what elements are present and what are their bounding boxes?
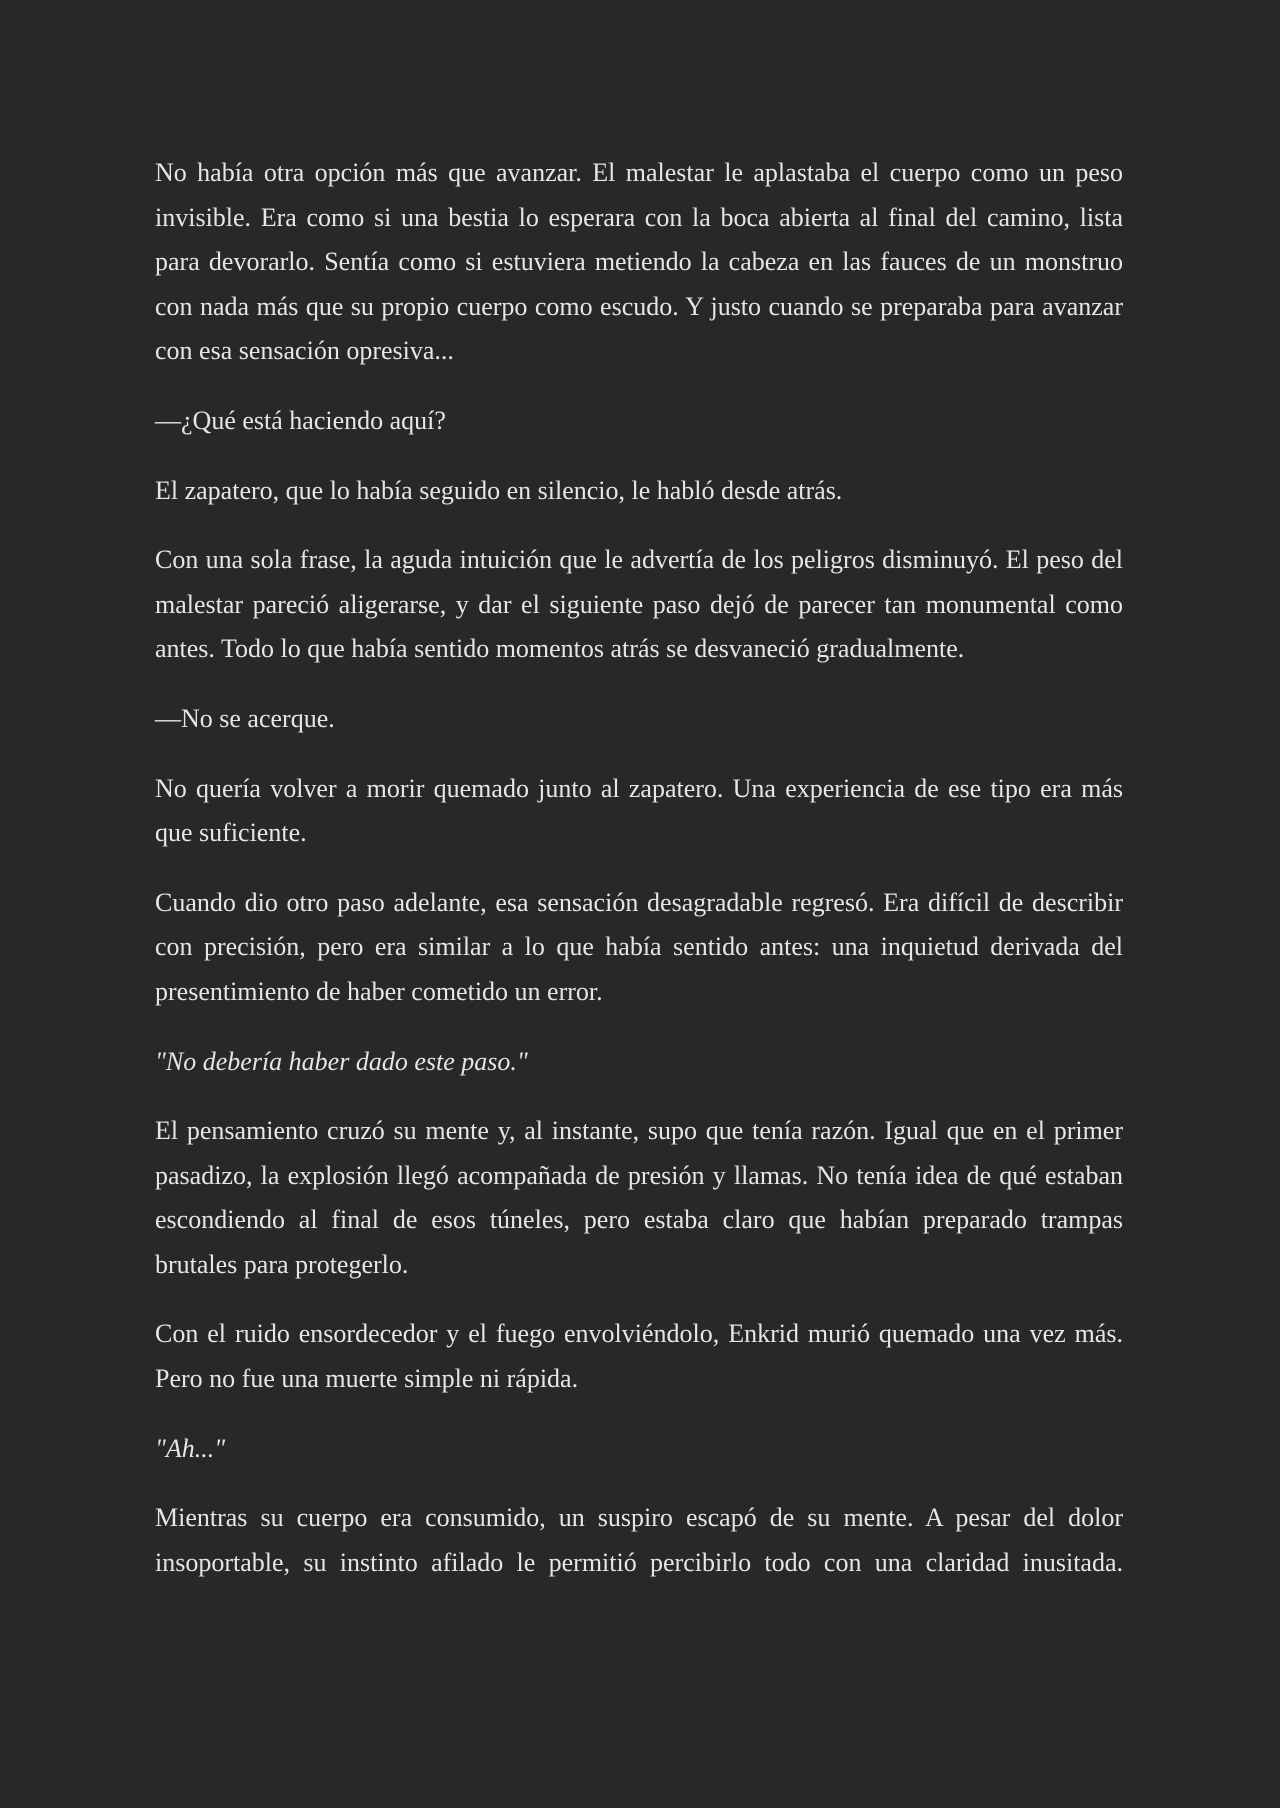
- paragraph-5-dialogue: —No se acerque.: [155, 703, 335, 733]
- paragraph-8-thought: "No debería haber dado este paso.": [155, 1046, 528, 1076]
- chapter-text: [155, 151, 1123, 1585]
- paragraph-1: No había otra opción más que avanzar. El malestar le aplastaba el cuerpo como un peso invisible. Era como si una bestia lo esperara con la boca abierta al final del camino, lista para devorarlo. Sentía como si estuviera metiendo la cabeza en las fauces de un monstruo con nada más que su propio cuerpo como escudo. Y justo cuando se preparaba para avanzar con esa sensación opresiva...: [155, 158, 1123, 366]
- paragraph-6: No quería volver a morir quemado junto al zapatero. Una experiencia de ese tipo era más que suficiente.: [155, 773, 1123, 848]
- paragraph-4: Con una sola frase, la aguda intuición que le advertía de los peligros disminuyó. El peso del malestar pareció aligerarse, y dar el siguiente paso dejó de parecer tan monumental como antes. Todo lo que había sentido momentos atrás se desvaneció gradualmente.: [155, 545, 1123, 664]
- paragraph-10: Con el ruido ensordecedor y el fuego envolviéndolo, Enkrid murió quemado una vez más. Pero no fue una muerte simple ni rápida.: [155, 1319, 1123, 1394]
- paragraph-9: El pensamiento cruzó su mente y, al instante, supo que tenía razón. Igual que en el primer pasadizo, la explosión llegó acompañada de presión y llamas. No tenía idea de qué estaban escondiendo al final de esos túneles, pero estaba claro que habían preparado trampas brutales para protegerlo.: [155, 1116, 1123, 1279]
- paragraph-11-thought: "Ah...": [155, 1433, 226, 1463]
- paragraph-7: Cuando dio otro paso adelante, esa sensación desagradable regresó. Era difícil de describir con precisión, pero era similar a lo que había sentido antes: una inquietud derivada del presentimiento de haber cometido un error.: [155, 887, 1123, 1006]
- paragraph-2-dialogue: —¿Qué está haciendo aquí?: [155, 405, 446, 435]
- paragraph-3: El zapatero, que lo había seguido en silencio, le habló desde atrás.: [155, 475, 843, 505]
- paragraph-12: Mientras su cuerpo era consumido, un suspiro escapó de su mente. A pesar del dolor insoportable, su instinto afilado le permitió percibirlo todo con una claridad inusitada.: [155, 1503, 1123, 1577]
